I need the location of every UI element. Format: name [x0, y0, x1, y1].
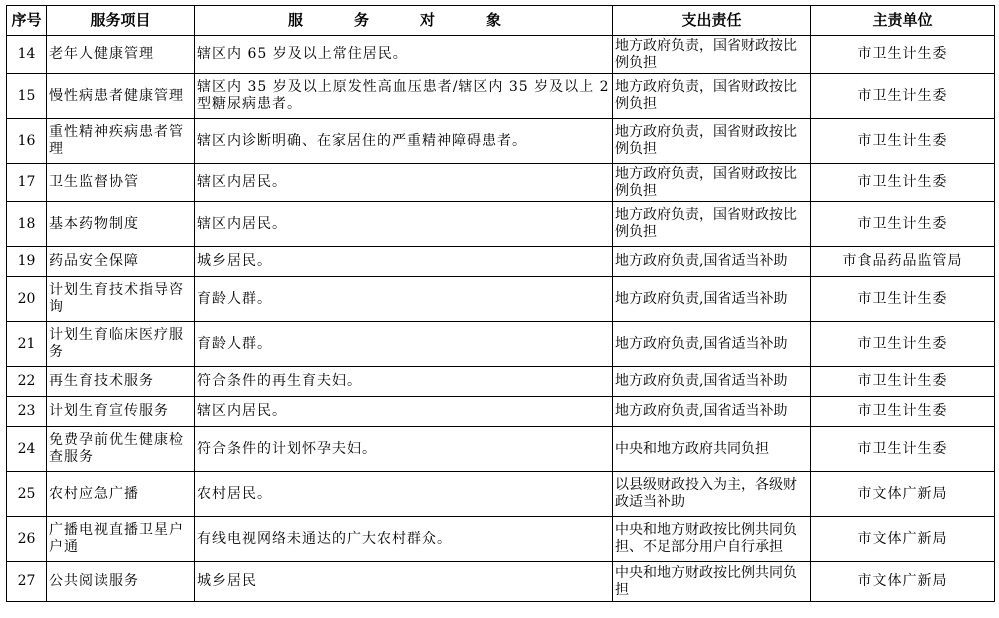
service-item: 再生育技术服务 [47, 367, 195, 397]
service-target: 符合条件的再生育夫妇。 [195, 367, 613, 397]
service-item: 老年人健康管理 [47, 36, 195, 74]
expenditure-responsibility: 以县级财政投入为主，各级财政适当补助 [613, 472, 811, 517]
row-number: 15 [7, 74, 47, 119]
header-item: 服务项目 [47, 6, 195, 36]
service-target: 辖区内诊断明确、在家居住的严重精神障碍患者。 [195, 119, 613, 164]
service-item: 广播电视直播卫星户户通 [47, 517, 195, 562]
header-responsibility: 支出责任 [613, 6, 811, 36]
row-number: 27 [7, 562, 47, 602]
expenditure-responsibility: 地方政府负责，国省财政按比例负担 [613, 164, 811, 202]
service-table [6, 5, 995, 602]
responsible-unit: 市卫生计生委 [811, 74, 995, 119]
responsible-unit: 市卫生计生委 [811, 322, 995, 367]
expenditure-responsibility: 中央和地方财政按比例共同负担 [613, 562, 811, 602]
expenditure-responsibility: 地方政府负责，国省财政按比例负担 [613, 74, 811, 119]
service-target: 城乡居民。 [195, 247, 613, 277]
responsible-unit: 市文体广新局 [811, 517, 995, 562]
table-row [7, 367, 995, 397]
table-row [7, 36, 995, 74]
table-row [7, 322, 995, 367]
service-target: 辖区内 65 岁及以上常住居民。 [195, 36, 613, 74]
table-header-row [7, 6, 995, 36]
expenditure-responsibility: 地方政府负责，国省财政按比例负担 [613, 119, 811, 164]
table-row [7, 164, 995, 202]
service-item: 免费孕前优生健康检查服务 [47, 427, 195, 472]
responsible-unit: 市食品药品监管局 [811, 247, 995, 277]
service-item: 卫生监督协管 [47, 164, 195, 202]
row-number: 26 [7, 517, 47, 562]
row-number: 19 [7, 247, 47, 277]
responsible-unit: 市卫生计生委 [811, 397, 995, 427]
service-item: 计划生育临床医疗服务 [47, 322, 195, 367]
row-number: 16 [7, 119, 47, 164]
responsible-unit: 市卫生计生委 [811, 164, 995, 202]
table-row [7, 427, 995, 472]
service-item: 计划生育技术指导咨询 [47, 277, 195, 322]
service-item: 公共阅读服务 [47, 562, 195, 602]
service-item: 计划生育宣传服务 [47, 397, 195, 427]
expenditure-responsibility: 地方政府负责,国省适当补助 [613, 322, 811, 367]
responsible-unit: 市卫生计生委 [811, 202, 995, 247]
header-no: 序号 [7, 6, 47, 36]
table-row [7, 397, 995, 427]
service-target: 辖区内 35 岁及以上原发性高血压患者/辖区内 35 岁及以上 2 型糖尿病患者。 [195, 74, 613, 119]
responsible-unit: 市文体广新局 [811, 472, 995, 517]
table-row [7, 562, 995, 602]
row-number: 21 [7, 322, 47, 367]
table-body [7, 36, 995, 602]
service-target: 育龄人群。 [195, 322, 613, 367]
service-item: 农村应急广播 [47, 472, 195, 517]
row-number: 14 [7, 36, 47, 74]
expenditure-responsibility: 中央和地方政府共同负担 [613, 427, 811, 472]
service-target: 辖区内居民。 [195, 397, 613, 427]
row-number: 20 [7, 277, 47, 322]
header-unit: 主责单位 [811, 6, 995, 36]
service-target: 符合条件的计划怀孕夫妇。 [195, 427, 613, 472]
service-item: 慢性病患者健康管理 [47, 74, 195, 119]
header-target: 服 务 对 象 [195, 6, 613, 36]
table-row [7, 472, 995, 517]
table-row [7, 277, 995, 322]
table-row [7, 517, 995, 562]
service-target: 辖区内居民。 [195, 202, 613, 247]
row-number: 17 [7, 164, 47, 202]
expenditure-responsibility: 地方政府负责,国省适当补助 [613, 397, 811, 427]
service-item: 基本药物制度 [47, 202, 195, 247]
expenditure-responsibility: 地方政府负责,国省适当补助 [613, 247, 811, 277]
expenditure-responsibility: 地方政府负责，国省财政按比例负担 [613, 36, 811, 74]
service-target: 育龄人群。 [195, 277, 613, 322]
table-row [7, 74, 995, 119]
responsible-unit: 市卫生计生委 [811, 119, 995, 164]
responsible-unit: 市文体广新局 [811, 562, 995, 602]
service-item: 药品安全保障 [47, 247, 195, 277]
expenditure-responsibility: 中央和地方财政按比例共同负担、不足部分用户自行承担 [613, 517, 811, 562]
table-row [7, 119, 995, 164]
service-target: 辖区内居民。 [195, 164, 613, 202]
row-number: 22 [7, 367, 47, 397]
service-target: 城乡居民 [195, 562, 613, 602]
responsible-unit: 市卫生计生委 [811, 36, 995, 74]
table-row [7, 247, 995, 277]
row-number: 23 [7, 397, 47, 427]
expenditure-responsibility: 地方政府负责,国省适当补助 [613, 277, 811, 322]
responsible-unit: 市卫生计生委 [811, 367, 995, 397]
responsible-unit: 市卫生计生委 [811, 427, 995, 472]
service-target: 有线电视网络未通达的广大农村群众。 [195, 517, 613, 562]
row-number: 24 [7, 427, 47, 472]
service-target: 农村居民。 [195, 472, 613, 517]
responsible-unit: 市卫生计生委 [811, 277, 995, 322]
table-row [7, 202, 995, 247]
service-item: 重性精神疾病患者管理 [47, 119, 195, 164]
row-number: 25 [7, 472, 47, 517]
row-number: 18 [7, 202, 47, 247]
expenditure-responsibility: 地方政府负责,国省适当补助 [613, 367, 811, 397]
expenditure-responsibility: 地方政府负责，国省财政按比例负担 [613, 202, 811, 247]
